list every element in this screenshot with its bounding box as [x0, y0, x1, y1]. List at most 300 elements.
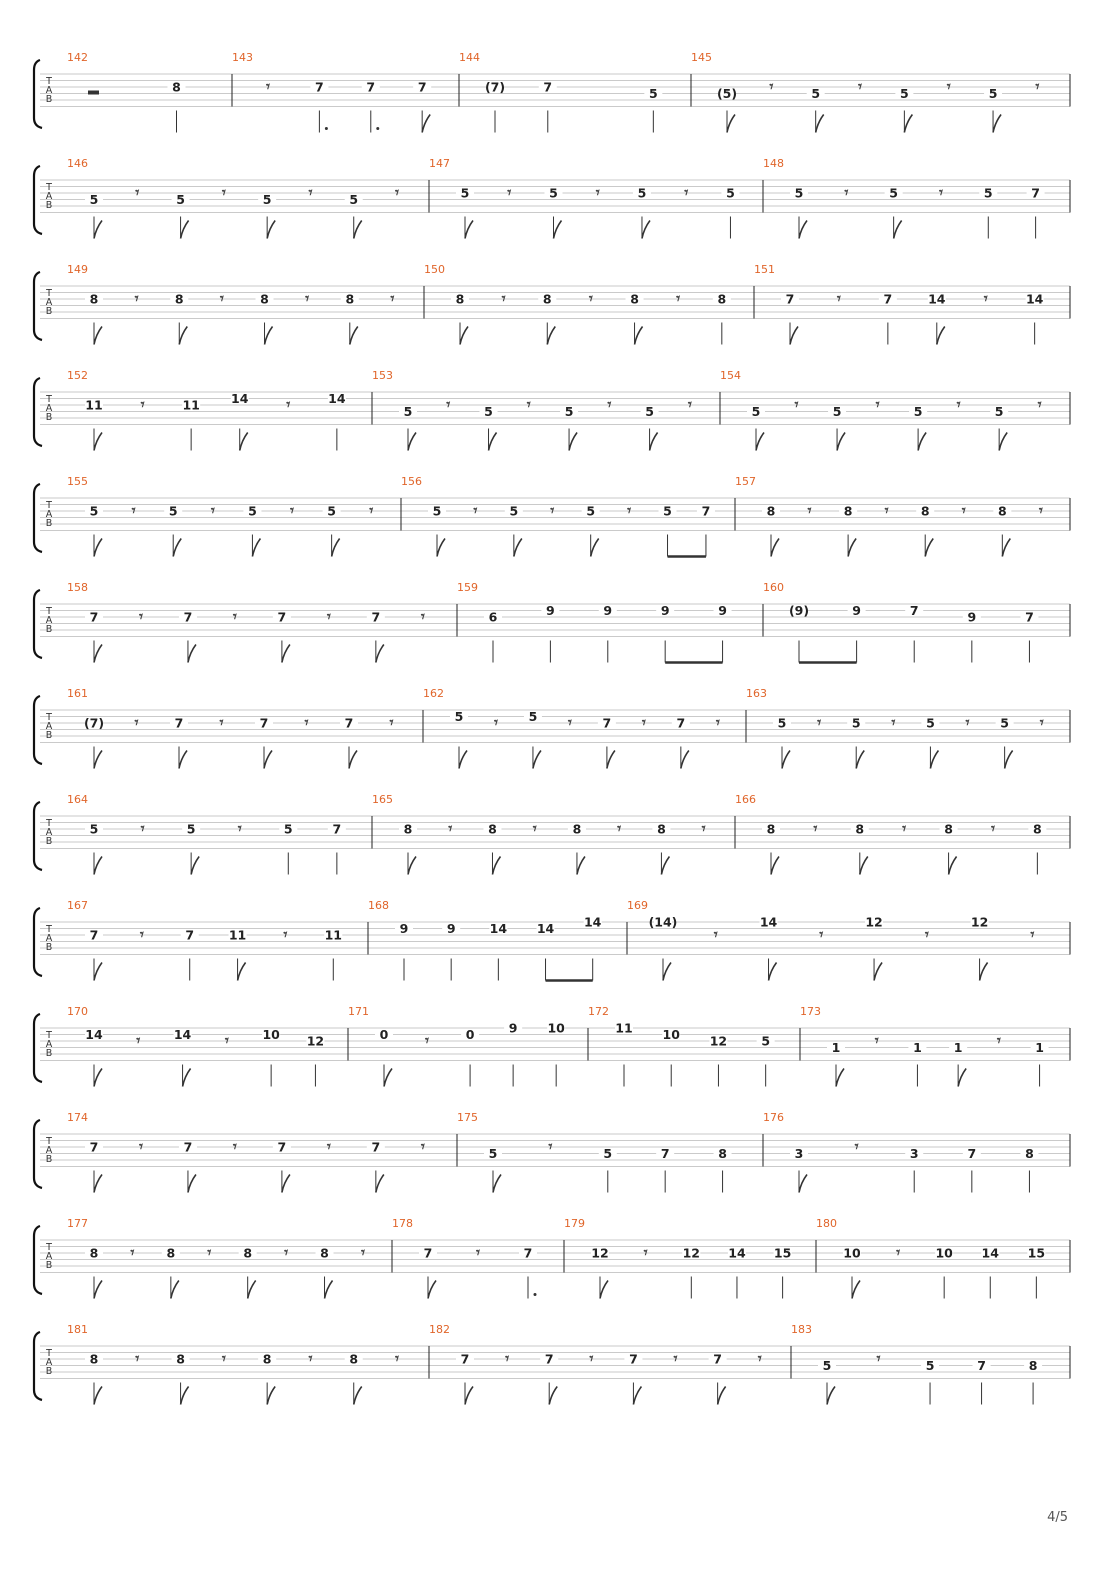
fret-number: 8: [766, 821, 776, 837]
rest-symbol: 𝄾: [304, 713, 309, 732]
dot-mark: [376, 127, 379, 130]
bar-number: 149: [67, 263, 88, 276]
note-flag: [769, 963, 777, 981]
fret-number: 7: [977, 1358, 986, 1373]
fret-number: 5: [726, 185, 735, 201]
fret-number: 5: [926, 715, 935, 731]
rest-symbol: 𝄾: [794, 395, 799, 414]
rest-symbol: 𝄾: [389, 713, 394, 732]
fret-number: 7: [371, 1139, 381, 1155]
fret-number: 5: [994, 404, 1004, 419]
rest-symbol: 𝄾: [961, 501, 966, 520]
fret-number: 10: [262, 1027, 280, 1042]
note-flag: [782, 751, 790, 769]
rest-symbol: 𝄾: [446, 395, 451, 414]
bar-number: 155: [67, 475, 88, 488]
fret-number: 8: [488, 821, 497, 837]
staff-system: [34, 1217, 1070, 1299]
fret-number: 8: [262, 1351, 272, 1367]
fret-number: 8: [176, 1351, 185, 1367]
note-flag: [94, 963, 102, 981]
rest-symbol: 𝄾: [136, 1031, 141, 1050]
fret-number: 14: [981, 1245, 999, 1261]
rest-symbol: 𝄾: [819, 925, 824, 944]
fret-number: 8: [172, 79, 181, 95]
fret-number: (7): [484, 79, 506, 95]
fret-number: 7: [785, 291, 795, 307]
bar-number: 161: [67, 687, 88, 700]
fret-number: 11: [324, 927, 342, 943]
fret-number: 8: [403, 821, 413, 837]
note-flag: [816, 115, 824, 133]
rest-symbol: 𝄾: [395, 1349, 400, 1368]
note-flag: [94, 751, 102, 769]
bar-number: 178: [392, 1217, 413, 1230]
staff-system: [34, 475, 1070, 557]
fret-number: 7: [544, 1351, 554, 1367]
fret-number: 5: [645, 404, 654, 419]
bar-number: 146: [67, 157, 88, 170]
fret-number: 8: [1033, 821, 1042, 837]
note-flag: [465, 1387, 473, 1405]
note-flag: [493, 1175, 501, 1193]
note-flag: [179, 751, 187, 769]
note-flag: [727, 115, 735, 133]
fret-number: 3: [909, 1146, 919, 1161]
note-flag: [354, 221, 362, 239]
fret-number: 7: [89, 1139, 99, 1155]
note-flag: [94, 327, 102, 345]
fret-number: 12: [591, 1245, 609, 1261]
note-flag: [173, 539, 181, 557]
fret-number: 7: [183, 609, 193, 625]
fret-number: 7: [883, 291, 893, 307]
bar-number: 167: [67, 899, 88, 912]
note-flag: [949, 857, 957, 875]
tab-clef-letter: B: [45, 1260, 53, 1271]
fret-number: 5: [925, 1358, 935, 1373]
fret-number: 8: [243, 1245, 253, 1261]
rest-symbol: 𝄾: [420, 1137, 425, 1156]
rest-symbol: 𝄾: [232, 1137, 237, 1156]
bar-number: 147: [429, 157, 450, 170]
note-flag: [993, 115, 1001, 133]
staff-system: [34, 263, 1070, 345]
rest-symbol: 𝄾: [965, 713, 970, 732]
fret-number: 9: [399, 921, 409, 936]
fret-number: 6: [488, 609, 498, 625]
note-flag: [376, 1175, 384, 1193]
note-flag: [635, 327, 643, 345]
tab-clef-letter: A: [45, 191, 53, 202]
fret-number: 8: [920, 503, 930, 519]
rest-symbol: 𝄾: [135, 183, 140, 202]
fret-number: 5: [637, 185, 647, 201]
staff-system: [34, 51, 1070, 133]
fret-number: 5: [89, 503, 99, 519]
tab-clef-letter: T: [46, 394, 52, 405]
dot-mark: [534, 1293, 537, 1296]
fret-number: 1: [913, 1040, 922, 1055]
note-flag: [179, 327, 187, 345]
staff-system: [34, 899, 1070, 981]
rest-symbol: 𝄾: [360, 1243, 365, 1262]
note-flag: [827, 1387, 835, 1405]
note-flag: [852, 1281, 860, 1299]
fret-number: 7: [344, 715, 354, 731]
bar-number: 142: [67, 51, 88, 64]
note-flag: [489, 433, 497, 451]
note-flag: [771, 539, 779, 557]
rest-symbol: 𝄾: [532, 819, 537, 838]
fret-number: 10: [662, 1027, 680, 1042]
note-flag: [265, 327, 273, 345]
rest-symbol: 𝄾: [550, 501, 555, 520]
staff-system: [34, 157, 1070, 239]
note-flag: [465, 221, 473, 239]
fret-number: 9: [508, 1020, 518, 1036]
note-flag: [999, 433, 1007, 451]
rest-symbol: 𝄾: [501, 289, 506, 308]
fret-number: 5: [509, 503, 519, 519]
tab-clef-letter: B: [45, 1154, 53, 1165]
note-flag: [980, 963, 988, 981]
rest-symbol: 𝄾: [1037, 395, 1042, 414]
fret-number: 14: [328, 391, 346, 406]
note-flag: [650, 433, 658, 451]
fret-number: 7: [660, 1146, 670, 1161]
tab-clef-letter: B: [45, 730, 53, 741]
fret-number: 7: [277, 609, 287, 625]
note-flag: [171, 1281, 179, 1299]
rest-symbol: 𝄾: [505, 1349, 510, 1368]
bar-number: 151: [754, 263, 775, 276]
bar-number: 168: [368, 899, 389, 912]
rest-symbol: 𝄾: [395, 183, 400, 202]
note-flag: [930, 751, 938, 769]
fret-number: 8: [855, 821, 865, 837]
tab-clef-letter: T: [46, 606, 52, 617]
staff-system: [34, 369, 1070, 451]
fret-number: 5: [488, 1146, 498, 1161]
bar-number: 172: [588, 1005, 609, 1018]
note-flag: [354, 1387, 362, 1405]
note-flag: [94, 221, 102, 239]
fret-number: 7: [89, 609, 99, 625]
note-flag: [799, 1175, 807, 1193]
staff-system: [34, 793, 1070, 875]
bar-number: 179: [564, 1217, 585, 1230]
note-flag: [349, 751, 357, 769]
note-flag: [848, 539, 856, 557]
note-flag: [600, 1281, 608, 1299]
rest-symbol: 𝄾: [140, 395, 145, 414]
fret-number: 7: [701, 503, 711, 519]
tab-clef-letter: B: [45, 836, 53, 847]
rest-symbol: 𝄾: [131, 501, 136, 520]
tab-clef-letter: T: [46, 1348, 52, 1359]
fret-number: 7: [523, 1245, 533, 1261]
rest-symbol: 𝄾: [643, 1243, 648, 1262]
fret-number: 5: [432, 503, 442, 519]
system-bracket: [34, 590, 42, 658]
note-flag: [756, 433, 764, 451]
fret-number: 8: [349, 1351, 359, 1367]
fret-number: 5: [822, 1358, 832, 1373]
fret-number: 11: [85, 397, 103, 413]
rest-symbol: 𝄾: [983, 289, 988, 308]
rest-symbol: 𝄾: [757, 1349, 762, 1368]
fret-number: 8: [166, 1245, 176, 1261]
rest-symbol: 𝄾: [138, 607, 143, 626]
fret-number: 9: [446, 921, 456, 936]
fret-number: 10: [547, 1020, 565, 1036]
tab-clef-letter: A: [45, 615, 53, 626]
fret-number: 7: [89, 927, 99, 943]
rest-symbol: 𝄾: [221, 183, 226, 202]
fret-number: 8: [717, 291, 727, 307]
note-flag: [332, 539, 340, 557]
rest-symbol: 𝄾: [476, 1243, 480, 1262]
note-flag: [894, 221, 902, 239]
rest-symbol: 𝄾: [135, 1349, 140, 1368]
note-flag: [384, 1069, 392, 1087]
rest-symbol: 𝄾: [284, 1243, 289, 1262]
bar-number: 164: [67, 793, 88, 806]
fret-number: 14: [489, 921, 508, 936]
tab-clef-letter: T: [46, 1030, 52, 1041]
rest-symbol: 𝄾: [854, 1137, 859, 1156]
bar-number: 157: [735, 475, 756, 488]
note-flag: [94, 1175, 102, 1193]
fret-number: 5: [403, 404, 413, 419]
fret-number: 14: [928, 291, 946, 307]
fret-number: 5: [484, 404, 493, 419]
bar-number: 165: [372, 793, 393, 806]
rest-symbol: 𝄾: [627, 501, 632, 520]
fret-number: 1: [953, 1040, 963, 1055]
tab-clef-letter: T: [46, 924, 52, 935]
note-flag: [771, 857, 779, 875]
fret-number: 12: [970, 914, 989, 930]
rest-symbol: 𝄾: [286, 395, 291, 414]
tab-clef-letter: A: [45, 721, 53, 732]
note-flag: [252, 539, 260, 557]
note-flag: [408, 857, 416, 875]
bar-number: 173: [800, 1005, 821, 1018]
rest-symbol: 𝄾: [676, 289, 681, 308]
fret-number: 5: [794, 185, 804, 201]
fret-number: (9): [788, 603, 810, 618]
fret-number: 7: [1031, 185, 1040, 201]
rest-symbol: 𝄾: [567, 713, 572, 732]
staff-system: [34, 687, 1070, 769]
note-flag: [837, 433, 845, 451]
note-flag: [918, 433, 926, 451]
fret-number: 8: [320, 1245, 329, 1261]
bar-number: 152: [67, 369, 88, 382]
rest-symbol: 𝄾: [290, 501, 295, 520]
note-flag: [428, 1281, 436, 1299]
tab-clef-letter: B: [45, 412, 53, 423]
bar-number: 170: [67, 1005, 88, 1018]
note-flag: [642, 221, 650, 239]
rest-symbol: 𝄾: [996, 1031, 1001, 1050]
note-flag: [547, 327, 555, 345]
rest-symbol: 𝄾: [369, 501, 374, 520]
rest-symbol: 𝄾: [283, 925, 288, 944]
note-flag: [856, 751, 864, 769]
rest-symbol: 𝄾: [134, 713, 139, 732]
bar-number: 182: [429, 1323, 450, 1336]
rest-symbol: 𝄾: [807, 501, 812, 520]
fret-number: 8: [766, 503, 776, 519]
note-flag: [663, 963, 671, 981]
fret-number: 9: [603, 603, 613, 618]
note-flag: [188, 645, 196, 663]
tab-clef-letter: T: [46, 500, 52, 511]
fret-number: 5: [564, 404, 574, 419]
fret-number: 8: [89, 291, 99, 307]
fret-number: 8: [455, 291, 465, 307]
fret-number: 8: [260, 291, 269, 307]
tab-clef-letter: A: [45, 85, 53, 96]
rest-symbol: 𝄾: [641, 713, 646, 732]
note-flag: [94, 1069, 102, 1087]
tab-clef-letter: T: [46, 1242, 52, 1253]
fret-number: 5: [283, 821, 293, 837]
fret-number: 5: [528, 709, 538, 724]
note-flag: [188, 1175, 196, 1193]
bar-number: 176: [763, 1111, 784, 1124]
rest-symbol: 𝄾: [617, 819, 622, 838]
rest-symbol: 𝄾: [526, 395, 531, 414]
fret-number: 9: [718, 603, 727, 618]
system-bracket: [34, 166, 42, 234]
fret-number: 5: [454, 709, 464, 724]
fret-number: (7): [83, 715, 105, 731]
fret-number: 8: [89, 1245, 99, 1261]
fret-number: 5: [777, 715, 787, 731]
system-bracket: [34, 802, 42, 870]
note-flag: [325, 1281, 333, 1299]
bar-number: 174: [67, 1111, 88, 1124]
note-flag: [533, 751, 541, 769]
note-flag: [408, 433, 416, 451]
rest-symbol: 𝄾: [673, 1349, 678, 1368]
fret-number: 5: [851, 715, 861, 731]
bar-number: 181: [67, 1323, 88, 1336]
tab-clef-letter: B: [45, 942, 53, 953]
note-flag: [569, 433, 577, 451]
fret-number: 7: [185, 927, 195, 943]
rest-symbol: 𝄾: [595, 183, 600, 202]
fret-number: 7: [1025, 609, 1034, 625]
note-flag: [549, 1387, 557, 1405]
rest-symbol: 𝄾: [874, 1031, 879, 1050]
system-bracket: [34, 378, 42, 446]
rest-symbol: 𝄾: [219, 289, 224, 308]
rest-symbol: 𝄾: [210, 501, 215, 520]
note-flag: [282, 645, 290, 663]
rest-symbol: 𝄾: [134, 289, 139, 308]
fret-number: 5: [889, 185, 898, 201]
rest-symbol: 𝄾: [713, 925, 718, 944]
fret-number: 7: [676, 715, 686, 731]
bar-number: 177: [67, 1217, 88, 1230]
system-bracket: [34, 696, 42, 764]
system-bracket: [34, 60, 42, 128]
rest-symbol: 𝄾: [990, 819, 995, 838]
rest-symbol: 𝄾: [938, 183, 943, 202]
fret-number: 5: [248, 503, 257, 519]
fret-number: 14: [231, 391, 249, 406]
tab-clef-letter: T: [46, 712, 52, 723]
rest-symbol: 𝄾: [715, 713, 720, 732]
rest-symbol: 𝄾: [232, 607, 237, 626]
note-flag: [94, 645, 102, 663]
note-flag: [577, 857, 585, 875]
rest-symbol: 𝄾: [902, 819, 907, 838]
rest-symbol: 𝄾: [130, 1243, 135, 1262]
fret-number: 5: [586, 503, 596, 519]
fret-number: 5: [89, 192, 99, 207]
tab-clef-letter: B: [45, 518, 53, 529]
note-flag: [492, 857, 500, 875]
system-bracket: [34, 908, 42, 976]
bar-number: 160: [763, 581, 784, 594]
fret-number: 10: [935, 1245, 953, 1261]
rest-symbol: 𝄾: [607, 395, 612, 414]
rest-symbol: 𝄾: [701, 819, 706, 838]
staff-system: [34, 1111, 1070, 1193]
staff-system: [34, 581, 1070, 663]
fret-number: 1: [831, 1040, 841, 1055]
note-flag: [790, 327, 798, 345]
rest-symbol: 𝄾: [858, 77, 863, 96]
note-flag: [94, 433, 102, 451]
rest-symbol: 𝄾: [836, 289, 841, 308]
fret-number: 8: [657, 821, 666, 837]
note-flag: [94, 539, 102, 557]
tab-clef-letter: A: [45, 1357, 53, 1368]
fret-number: 7: [460, 1351, 470, 1367]
tab-clef-letter: A: [45, 509, 53, 520]
rest-symbol: 𝄾: [684, 183, 689, 202]
tab-clef-letter: T: [46, 182, 52, 193]
tab-clef-letter: A: [45, 1039, 53, 1050]
note-flag: [799, 221, 807, 239]
rest-symbol: 𝄾: [237, 819, 242, 838]
note-flag: [248, 1281, 256, 1299]
note-flag: [183, 1069, 191, 1087]
note-flag: [514, 539, 522, 557]
fret-number: 7: [174, 715, 184, 731]
note-flag: [860, 857, 868, 875]
bar-number: 183: [791, 1323, 812, 1336]
fret-number: 7: [629, 1351, 638, 1367]
bar-number: 148: [763, 157, 784, 170]
note-flag: [350, 327, 358, 345]
fret-number: 8: [718, 1146, 727, 1161]
bar-number: 150: [424, 263, 445, 276]
tab-clef-letter: B: [45, 200, 53, 211]
fret-number: 7: [366, 79, 376, 95]
note-flag: [264, 751, 272, 769]
fret-number: 7: [909, 603, 919, 618]
rest-symbol: 𝄾: [308, 183, 313, 202]
note-flag: [958, 1069, 966, 1087]
